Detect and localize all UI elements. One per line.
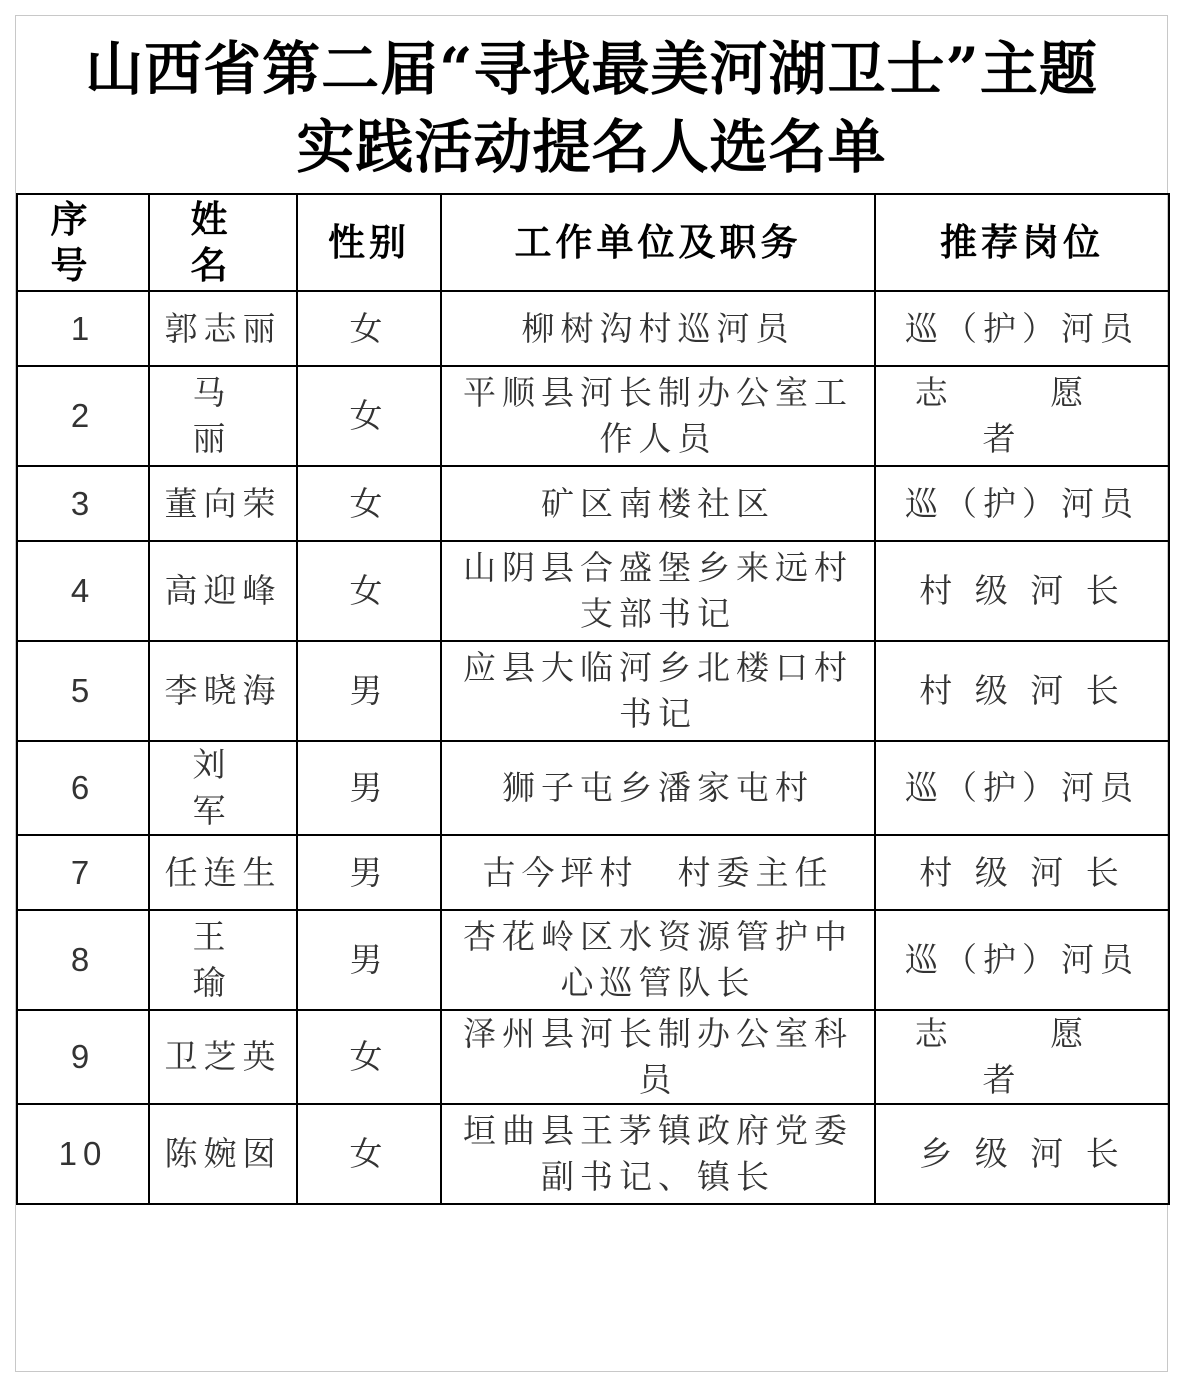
cell-unit: 应县大临河乡北楼口村书记 <box>441 641 875 741</box>
cell-post: 村 级 河 长 <box>875 835 1169 910</box>
title-line-2: 实践活动提名人选名单 <box>296 113 887 181</box>
cell-unit: 古今坪村 村委主任 <box>441 835 875 910</box>
cell-gender: 男 <box>297 741 441 835</box>
table-header-row <box>17 194 1169 291</box>
cell-unit: 垣曲县王茅镇政府党委副书记、镇长 <box>441 1104 875 1204</box>
cell-name: 董向荣 <box>149 466 297 541</box>
cell-name: 卫芝英 <box>149 1010 297 1104</box>
table-row <box>17 366 1169 466</box>
table-row <box>17 910 1169 1010</box>
cell-name: 任连生 <box>149 835 297 910</box>
cell-index: 9 <box>17 1010 149 1104</box>
document-title <box>15 30 1168 186</box>
cell-post: 村 级 河 长 <box>875 641 1169 741</box>
cell-gender: 女 <box>297 291 441 366</box>
cell-name: 马 丽 <box>149 366 297 466</box>
cell-unit: 平顺县河长制办公室工作人员 <box>441 366 875 466</box>
cell-name: 刘 军 <box>149 741 297 835</box>
table-row <box>17 541 1169 641</box>
cell-gender: 女 <box>297 1010 441 1104</box>
cell-unit: 泽州县河长制办公室科员 <box>441 1010 875 1104</box>
cell-name: 李晓海 <box>149 641 297 741</box>
header-unit: 工作单位及职务 <box>441 194 875 291</box>
cell-gender: 女 <box>297 1104 441 1204</box>
cell-post: 志 愿 者 <box>875 1010 1169 1104</box>
cell-index: 10 <box>17 1104 149 1204</box>
cell-name: 陈婉囡 <box>149 1104 297 1204</box>
cell-index: 3 <box>17 466 149 541</box>
cell-post: 巡（护）河员 <box>875 466 1169 541</box>
cell-unit: 山阴县合盛堡乡来远村支部书记 <box>441 541 875 641</box>
cell-index: 4 <box>17 541 149 641</box>
cell-post: 志 愿 者 <box>875 366 1169 466</box>
title-line-1: 山西省第二届“寻找最美河湖卫士”主题 <box>85 35 1098 103</box>
cell-index: 6 <box>17 741 149 835</box>
cell-index: 7 <box>17 835 149 910</box>
cell-index: 8 <box>17 910 149 1010</box>
cell-name: 高迎峰 <box>149 541 297 641</box>
cell-gender: 女 <box>297 366 441 466</box>
cell-gender: 男 <box>297 641 441 741</box>
cell-gender: 女 <box>297 541 441 641</box>
header-post: 推荐岗位 <box>875 194 1169 291</box>
cell-unit: 杏花岭区水资源管护中心巡管队长 <box>441 910 875 1010</box>
cell-name: 王 瑜 <box>149 910 297 1010</box>
cell-gender: 男 <box>297 835 441 910</box>
cell-gender: 男 <box>297 910 441 1010</box>
cell-gender: 女 <box>297 466 441 541</box>
cell-index: 2 <box>17 366 149 466</box>
cell-index: 1 <box>17 291 149 366</box>
nominee-table <box>16 193 1170 1205</box>
cell-index: 5 <box>17 641 149 741</box>
cell-post: 巡（护）河员 <box>875 910 1169 1010</box>
table-row <box>17 291 1169 366</box>
cell-post: 乡 级 河 长 <box>875 1104 1169 1204</box>
cell-name: 郭志丽 <box>149 291 297 366</box>
cell-unit: 柳树沟村巡河员 <box>441 291 875 366</box>
table-row <box>17 641 1169 741</box>
table-row <box>17 741 1169 835</box>
table-row <box>17 466 1169 541</box>
cell-unit: 狮子屯乡潘家屯村 <box>441 741 875 835</box>
cell-post: 村 级 河 长 <box>875 541 1169 641</box>
table-row <box>17 1010 1169 1104</box>
header-gender: 性别 <box>297 194 441 291</box>
cell-post: 巡（护）河员 <box>875 291 1169 366</box>
header-name: 姓 名 <box>149 194 297 291</box>
cell-unit: 矿区南楼社区 <box>441 466 875 541</box>
cell-post: 巡（护）河员 <box>875 741 1169 835</box>
table-row <box>17 1104 1169 1204</box>
header-index: 序 号 <box>17 194 149 291</box>
table-row <box>17 835 1169 910</box>
